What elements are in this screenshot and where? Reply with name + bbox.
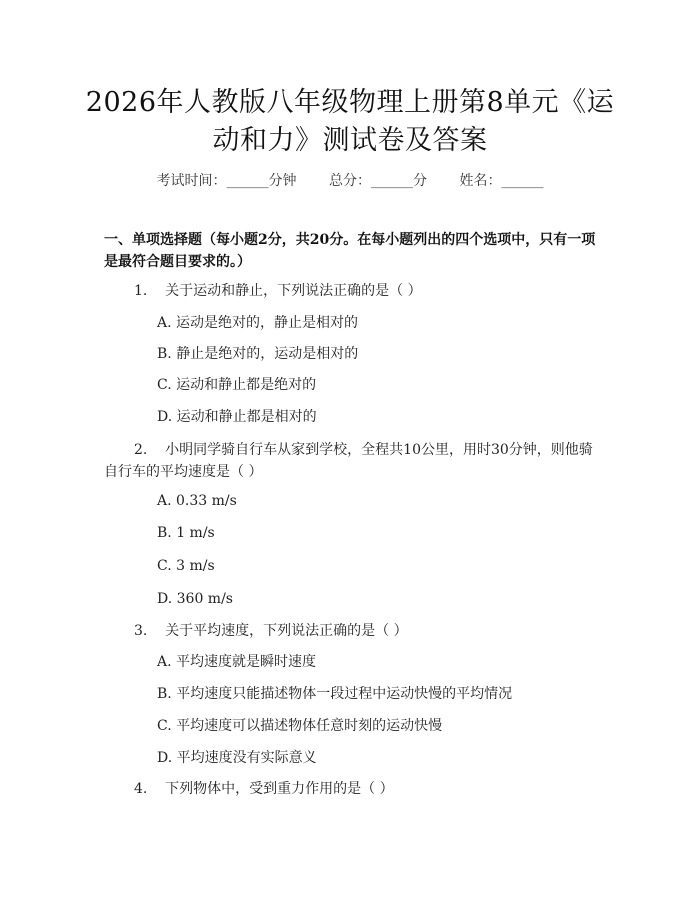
document-title: 2026年人教版八年级物理上册第8单元《运动和力》测试卷及答案 bbox=[85, 87, 615, 156]
question-4 bbox=[134, 778, 600, 800]
section-heading: 一、单项选择题（每小题2分，共20分。在每小题列出的四个选项中，只有一项是最符合题目要求的。） bbox=[104, 232, 596, 270]
question-1 bbox=[134, 280, 600, 302]
option-3c: C. 平均速度可以描述物体任意时刻的运动快慢 bbox=[157, 718, 443, 734]
question-3 bbox=[134, 620, 600, 642]
option-3d: D. 平均速度没有实际意义 bbox=[157, 750, 317, 766]
question-text: 下列物体中，受到重力作用的是（ ） bbox=[165, 781, 394, 797]
option-2d: D. 360 m/s bbox=[157, 591, 233, 607]
student-name: 姓名：______ bbox=[459, 173, 544, 189]
option-1b: B. 静止是绝对的，运动是相对的 bbox=[157, 346, 359, 362]
option-2a: A. 0.33 m/s bbox=[157, 493, 237, 509]
option-1d: D. 运动和静止都是相对的 bbox=[157, 409, 317, 425]
question-2 bbox=[104, 439, 604, 483]
option-2c: C. 3 m/s bbox=[157, 558, 215, 574]
option-3a: A. 平均速度就是瞬时速度 bbox=[157, 654, 317, 670]
total-score: 总分：______分 bbox=[329, 173, 427, 189]
question-number: 1. bbox=[134, 283, 148, 299]
question-number: 2. bbox=[134, 442, 148, 458]
question-number: 3. bbox=[134, 623, 148, 639]
option-1c: C. 运动和静止都是绝对的 bbox=[157, 377, 317, 393]
question-text: 小明同学骑自行车从家到学校，全程共10公里，用时30分钟，则他骑自行车的平均速度是（ ） bbox=[104, 442, 593, 480]
question-text: 关于运动和静止，下列说法正确的是（ ） bbox=[165, 283, 422, 299]
option-3b: B. 平均速度只能描述物体一段过程中运动快慢的平均情况 bbox=[157, 686, 513, 702]
question-number: 4. bbox=[134, 781, 148, 797]
option-2b: B. 1 m/s bbox=[157, 525, 215, 541]
question-text: 关于平均速度，下列说法正确的是（ ） bbox=[165, 623, 408, 639]
exam-time: 考试时间：______分钟 bbox=[156, 173, 297, 189]
exam-meta bbox=[0, 170, 700, 190]
option-1a: A. 运动是绝对的，静止是相对的 bbox=[157, 315, 359, 331]
